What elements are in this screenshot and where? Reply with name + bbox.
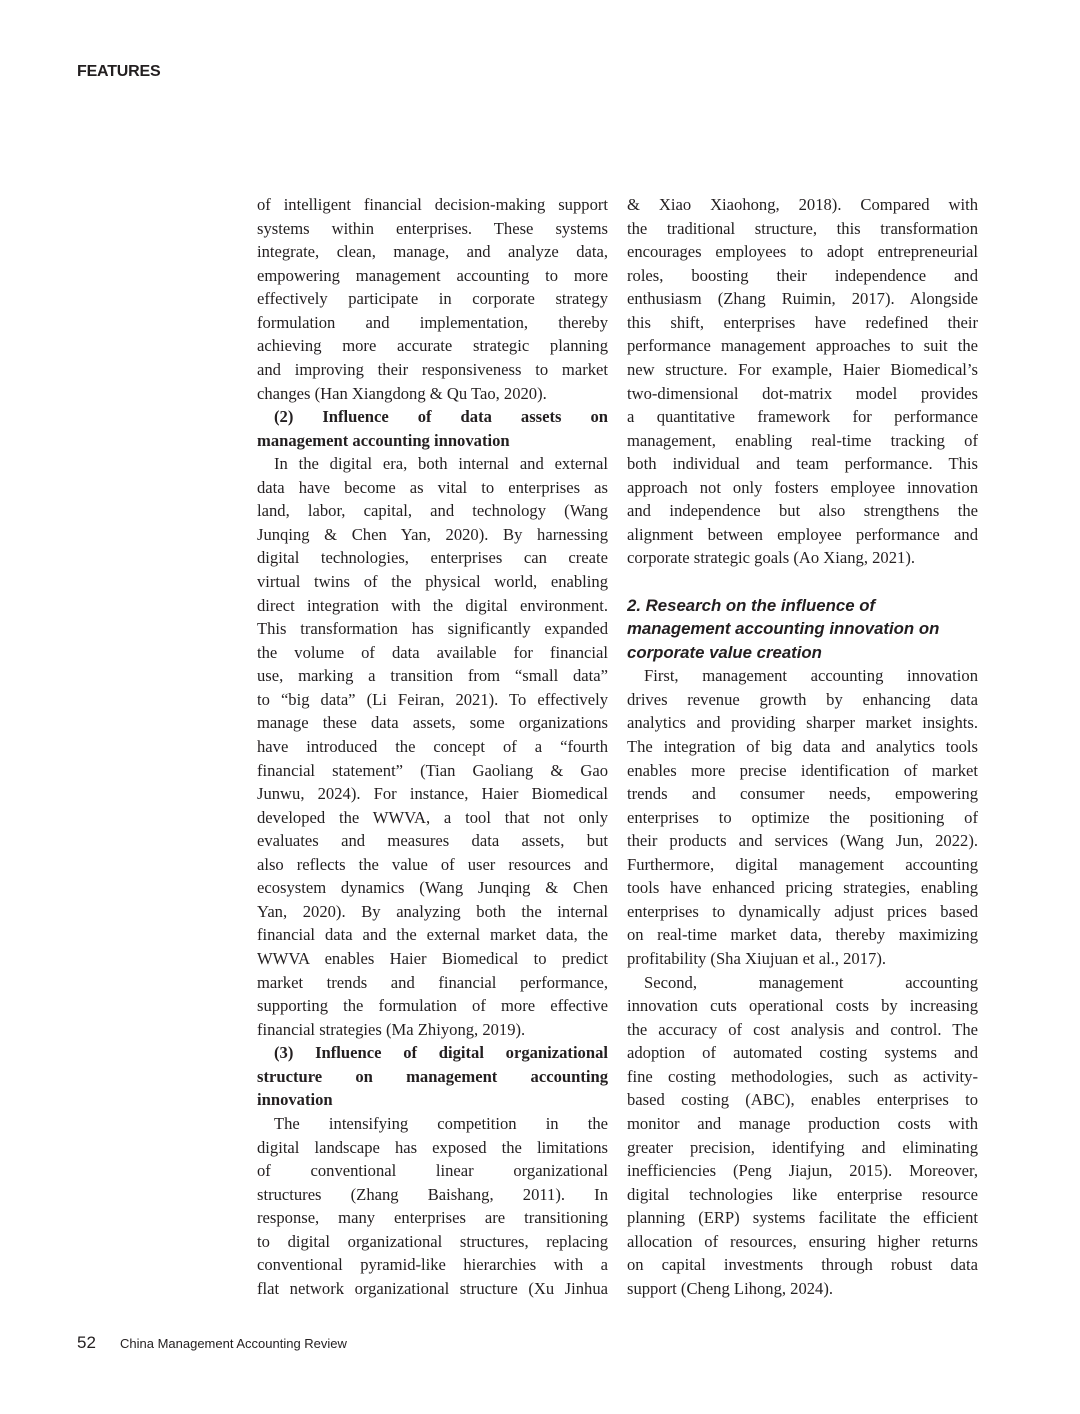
- text-line: financial statement” (Tian Gaoliang & Gao: [257, 760, 608, 780]
- paragraph: [627, 971, 978, 1301]
- text-line: changes (Han Xiangdong & Qu Tao, 2020).: [257, 383, 547, 403]
- text-line: inefficiencies (Peng Jiajun, 2015). Moreover,: [627, 1161, 978, 1181]
- section-heading: [627, 594, 978, 665]
- text-line: management accounting innovation: [257, 430, 510, 450]
- paragraph: [257, 1112, 608, 1301]
- text-line: fine costing methodologies, such as activity-: [627, 1066, 978, 1086]
- text-line: of intelligent financial decision-making support: [257, 195, 608, 214]
- text-line: and independence but also strengthens the: [627, 501, 978, 521]
- text-line: management, enabling real-time tracking of: [627, 430, 978, 450]
- text-line: to “big data” (Li Feiran, 2021). To effectively: [257, 689, 608, 709]
- text-line: response, many enterprises are transitioning: [257, 1208, 608, 1228]
- text-line: Junwu, 2024). For instance, Haier Biomedical: [257, 784, 608, 804]
- text-line: profitability (Sha Xiujuan et al., 2017).: [627, 949, 886, 968]
- section-running-head: FEATURES: [77, 63, 161, 80]
- text-line: enterprises to dynamically adjust prices based: [627, 901, 978, 921]
- text-line: adoption of automated costing systems and: [627, 1043, 978, 1063]
- text-line: integrate, clean, manage, and analyze data,: [257, 242, 608, 262]
- text-line: This transformation has significantly expanded: [257, 619, 608, 639]
- paragraph: [257, 193, 608, 405]
- text-line: on capital investments through robust data: [627, 1255, 978, 1275]
- text-line: financial strategies (Ma Zhiyong, 2019).: [257, 1019, 526, 1039]
- article-column-right: [627, 193, 978, 1300]
- text-line: flat network organizational structure (Xu Jinhua: [257, 1278, 608, 1298]
- text-line: land, labor, capital, and technology (Wang: [257, 501, 608, 521]
- text-line: the accuracy of cost analysis and control. The: [627, 1019, 978, 1039]
- paragraph: [627, 664, 978, 970]
- text-line: new structure. For example, Haier Biomedical’s: [627, 359, 978, 379]
- text-line: empowering management accounting to more: [257, 265, 608, 285]
- text-line: systems within enterprises. These systems: [257, 218, 608, 238]
- article-column-left: [257, 193, 608, 1300]
- text-line: 2. Research on the influence of: [627, 595, 876, 615]
- text-line: support (Cheng Lihong, 2024).: [627, 1278, 834, 1298]
- subsection-heading: [257, 405, 608, 452]
- text-line: approach not only fosters employee innovation: [627, 477, 978, 497]
- text-line: Second, management accounting: [644, 972, 978, 992]
- text-line: digital technologies, enterprises can create: [257, 548, 608, 568]
- text-line: The intensifying competition in the: [274, 1113, 608, 1133]
- text-line: (3) Influence of digital organizational: [274, 1043, 608, 1063]
- text-line: the volume of data available for financial: [257, 642, 608, 662]
- text-line: planning (ERP) systems facilitate the efficient: [627, 1208, 978, 1228]
- text-line: a quantitative framework for performance: [627, 407, 978, 427]
- text-line: also reflects the value of user resources and: [257, 854, 608, 874]
- text-line: digital technologies like enterprise resource: [627, 1184, 978, 1204]
- text-line: Junqing & Chen Yan, 2020). By harnessing: [257, 524, 608, 544]
- text-line: roles, boosting their independence and: [627, 265, 978, 285]
- text-line: First, management accounting innovation: [644, 666, 978, 686]
- text-line: allocation of resources, ensuring higher returns: [627, 1231, 978, 1251]
- text-line: corporate strategic goals (Ao Xiang, 2021).: [627, 548, 915, 568]
- text-line: enables more precise identification of market: [627, 760, 978, 780]
- text-line: The integration of big data and analytics tools: [627, 736, 978, 756]
- text-line: direct integration with the digital environment.: [257, 595, 608, 615]
- text-line: management accounting innovation on: [627, 619, 940, 639]
- text-line: developed the WWVA, a tool that not only: [257, 807, 608, 827]
- text-line: tools have enhanced pricing strategies, enabling: [627, 878, 978, 898]
- text-line: both individual and team performance. This: [627, 454, 978, 474]
- text-line: manage these data assets, some organizations: [257, 713, 608, 733]
- text-line: two-dimensional dot-matrix model provides: [627, 383, 978, 403]
- text-line: data have become as vital to enterprises as: [257, 477, 608, 497]
- text-line: Furthermore, digital management accounting: [627, 854, 978, 874]
- text-line: (2) Influence of data assets on: [274, 407, 608, 427]
- text-line: their products and services (Wang Jun, 2022).: [627, 831, 978, 851]
- paragraph: [257, 452, 608, 1041]
- text-line: ecosystem dynamics (Wang Junqing & Chen: [257, 878, 608, 898]
- text-line: enterprises to optimize the positioning of: [627, 807, 978, 827]
- text-line: the traditional structure, this transformation: [627, 218, 978, 238]
- section-spacer: [627, 570, 978, 594]
- text-line: on real-time market data, thereby maximizing: [627, 925, 978, 945]
- text-line: supporting the formulation of more effective: [257, 996, 608, 1016]
- text-line: monitor and manage production costs with: [627, 1113, 978, 1133]
- text-line: evaluates and measures data assets, but: [257, 831, 608, 851]
- text-line: formulation and implementation, thereby: [257, 312, 608, 332]
- text-line: alignment between employee performance and: [627, 524, 978, 544]
- text-line: innovation cuts operational costs by increasing: [627, 996, 978, 1016]
- text-line: based costing (ABC), enables enterprises to: [627, 1090, 978, 1110]
- text-line: conventional pyramid-like hierarchies with a: [257, 1255, 608, 1275]
- text-line: & Xiao Xiaohong, 2018). Compared with: [627, 195, 978, 214]
- subsection-heading: [257, 1041, 608, 1112]
- text-line: to digital organizational structures, replacing: [257, 1231, 608, 1251]
- text-line: In the digital era, both internal and external: [274, 454, 608, 474]
- paragraph: [627, 193, 978, 570]
- text-line: this shift, enterprises have redefined their: [627, 312, 978, 332]
- text-line: encourages employees to adopt entrepreneurial: [627, 242, 978, 262]
- page-number: 52: [77, 1333, 96, 1352]
- text-line: innovation: [257, 1090, 333, 1110]
- text-line: structures (Zhang Baishang, 2011). In: [257, 1184, 608, 1204]
- text-line: have introduced the concept of a “fourth: [257, 736, 608, 756]
- text-line: market trends and financial performance,: [257, 972, 608, 992]
- text-line: effectively participate in corporate strategy: [257, 289, 608, 309]
- text-line: Yan, 2020). By analyzing both the internal: [257, 901, 608, 921]
- text-line: WWVA enables Haier Biomedical to predict: [257, 949, 608, 968]
- journal-title: China Management Accounting Review: [120, 1336, 347, 1351]
- text-line: of conventional linear organizational: [257, 1161, 608, 1181]
- text-line: enthusiasm (Zhang Ruimin, 2017). Alongside: [627, 289, 978, 309]
- text-line: achieving more accurate strategic planning: [257, 336, 608, 356]
- text-line: use, marking a transition from “small data”: [257, 666, 608, 686]
- text-line: virtual twins of the physical world, enabling: [257, 572, 608, 591]
- text-line: analytics and providing sharper market insights.: [627, 713, 978, 733]
- text-line: drives revenue growth by enhancing data: [627, 689, 978, 709]
- text-line: trends and consumer needs, empowering: [627, 784, 978, 804]
- text-line: structure on management accounting: [257, 1066, 608, 1086]
- text-line: performance management approaches to suit the: [627, 336, 978, 356]
- text-line: digital landscape has exposed the limitations: [257, 1137, 608, 1157]
- text-line: and improving their responsiveness to market: [257, 359, 608, 379]
- text-line: greater precision, identifying and eliminating: [627, 1137, 978, 1157]
- text-line: corporate value creation: [627, 642, 822, 662]
- text-line: financial data and the external market data, the: [257, 925, 608, 945]
